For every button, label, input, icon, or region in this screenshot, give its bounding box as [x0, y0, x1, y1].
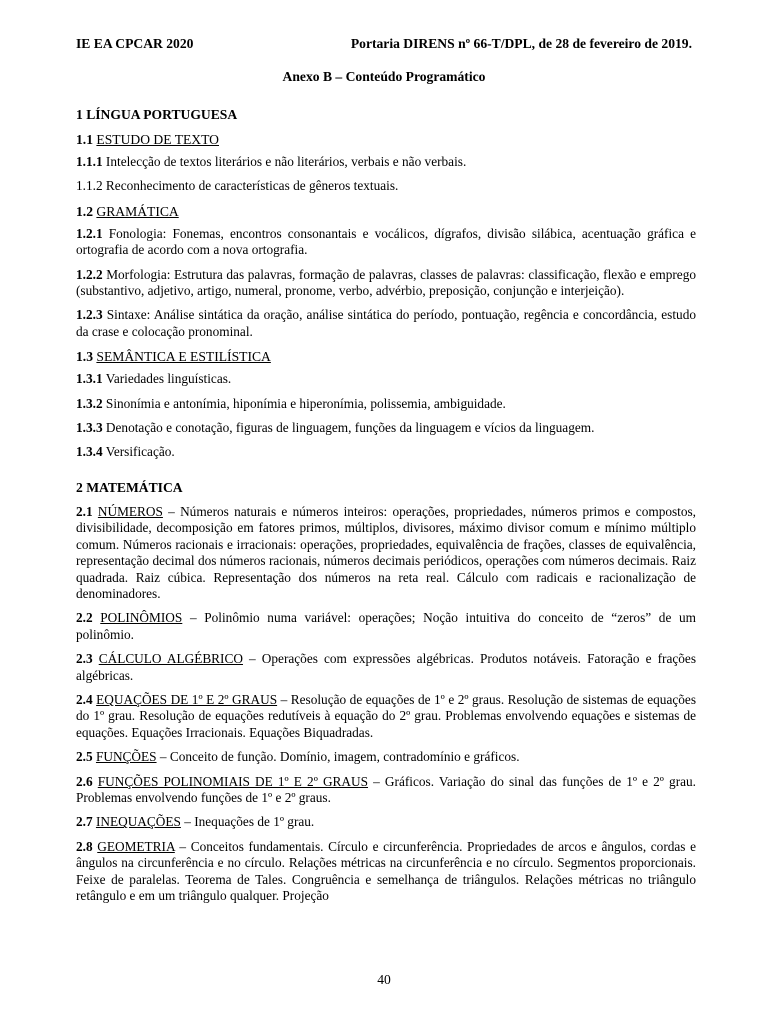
section-title: GRAMÁTICA [96, 203, 179, 219]
topic-number: 2.5 [76, 749, 93, 765]
item-text: Versificação. [105, 444, 175, 460]
topic-text: – Conceito de função. Domínio, imagem, contradomínio e gráficos. [156, 749, 520, 765]
item-number: 1.2.2 [76, 266, 103, 282]
topic-number: 2.8 [76, 838, 93, 854]
topic-2-6 [76, 774, 696, 807]
topic-title: EQUAÇÕES DE 1º E 2º GRAUS [96, 691, 278, 707]
section-number: 1.2 [76, 203, 93, 219]
item-number: 1.2.1 [76, 225, 103, 241]
topic-title: GEOMETRIA [97, 838, 175, 854]
topic-title: FUNÇÕES [95, 749, 157, 765]
topic-title: POLINÔMIOS [100, 610, 183, 626]
annex-title: Anexo B – Conteúdo Programático [282, 69, 486, 84]
item-number: 1.3.3 [76, 420, 103, 436]
item-1-3-4 [76, 444, 696, 460]
topic-text: – Operações com expressões algébricas. Produtos notáveis. Fatoração e frações algébricas. [76, 651, 696, 683]
section-number: 1.3 [76, 349, 93, 365]
item-1-3-2 [76, 396, 696, 412]
topic-number: 2.6 [76, 773, 93, 789]
topic-text: – Resolução de equações de 1º e 2º graus. Resolução de sistemas de equações do 1º grau. Resolução de equações redutíveis à equação do 2º grau. Problemas envolvendo equações e sistemas de equações. Equações Irracionais. Equações Biquadradas. [76, 691, 696, 740]
topic-number: 2.4 [76, 691, 93, 707]
page-header [76, 36, 692, 52]
item-number: 1.3.4 [76, 444, 103, 460]
item-1-3-3 [76, 420, 696, 436]
topic-title: INEQUAÇÕES [95, 814, 181, 830]
page-number: 40 [377, 972, 391, 987]
item-text: Morfologia: Estrutura das palavras, formação de palavras, classes de palavras: classificação, flexão e emprego (substantivo, adjetivo, artigo, numeral, pronome, verbo, advérbio, preposição, conjunção e interjeição). [76, 266, 697, 299]
section-title: ESTUDO DE TEXTO [96, 132, 219, 147]
document-body [76, 106, 696, 912]
topic-2-8 [76, 839, 696, 905]
topic-number: 2.2 [76, 610, 93, 626]
topic-text: – Inequações de 1º grau. [180, 814, 315, 830]
item-1-3-1 [76, 371, 696, 387]
header-left: IE EA CPCAR 2020 [76, 36, 194, 51]
topic-title: FUNÇÕES POLINOMIAIS DE 1º E 2º GRAUS [97, 773, 369, 789]
header-right: Portaria DIRENS nº 66-T/DPL, de 28 de fevereiro de 2019. [350, 36, 692, 51]
item-1-2-1 [76, 226, 696, 259]
item-number: 1.3.1 [76, 371, 103, 387]
section-1-3-heading [76, 348, 696, 366]
topic-text: – Polinômio numa variável: operações; Noção intuitiva do conceito de “zeros” de um polinômio. [76, 610, 696, 642]
item-1-2-2 [76, 267, 696, 300]
topic-text: – Números naturais e números inteiros: operações, propriedades, números primos e compostos, divisibilidade, decomposição em fatores primos, múltiplos, divisores, máximo divisor comum e mínimo múltiplo comum. Números racionais e irracionais: operações, propriedades, equivalência de frações, classes de equivalência, representação decimal dos números racionais, números decimais periódicos, operações com números decimais. Raiz quadrada. Raiz cúbica. Representação dos números na reta real. Cálculo com radicais e racionalização de denominadores. [76, 503, 697, 601]
section-1-2-heading [76, 203, 696, 221]
item-1-1-2: 1.1.2 Reconhecimento de características de gêneros textuais. [76, 178, 399, 194]
topic-2-3 [76, 651, 696, 684]
topic-2-4 [76, 692, 696, 741]
item-text: Fonologia: Fonemas, encontros consonantais e vocálicos, dígrafos, divisão silábica, acentuação gráfica e ortografia de acordo com a nova ortografia. [76, 225, 697, 258]
topic-2-1 [76, 504, 696, 602]
item-1-2-3 [76, 307, 696, 340]
item-text: Sinonímia e antonímia, hiponímia e hiperonímia, polissemia, ambiguidade. [105, 395, 506, 411]
item-text: Denotação e conotação, figuras de linguagem, funções da linguagem e vícios da linguagem. [105, 420, 595, 436]
topic-title: NÚMEROS [97, 503, 163, 519]
item-text: Variedades linguísticas. [105, 371, 232, 387]
topic-number: 2.7 [76, 814, 93, 830]
topic-2-2 [76, 610, 696, 643]
topic-2-5 [76, 749, 696, 765]
section-spacer [76, 469, 696, 479]
topic-number: 2.1 [76, 503, 93, 519]
topic-title: CÁLCULO ALGÉBRICO [98, 651, 243, 667]
item-text: Sintaxe: Análise sintática da oração, análise sintática do período, pontuação, regência e concordância, estudo da crase e colocação pronominal. [76, 307, 697, 339]
section-1-1-heading [76, 131, 696, 149]
topic-2-7 [76, 814, 696, 830]
topic-text: – Conceitos fundamentais. Círculo e circunferência. Propriedades de arcos e ângulos, cordas e ângulos na circunferência e no círculo. Relações métricas na circunferência e no círculo. Segmentos proporcionais. Feixe de paralelas. Teorema de Tales. Congruência e semelhança de triângulos. Relações métricas no triângulo retângulo e em um triângulo qualquer. Projeção [76, 838, 696, 903]
topic-number: 2.3 [76, 651, 93, 667]
section-number: 1.1 [76, 132, 93, 147]
item-1-1-1 [76, 154, 696, 170]
item-number: 1.1.1 [76, 154, 103, 169]
section-1-title: 1 LÍNGUA PORTUGUESA [76, 107, 238, 122]
item-number: 1.2.3 [76, 307, 103, 323]
section-2-title: 2 MATEMÁTICA [76, 479, 183, 495]
section-title: SEMÂNTICA E ESTILÍSTICA [96, 349, 271, 365]
item-text: Intelecção de textos literários e não literários, verbais e não verbais. [105, 154, 467, 169]
topic-text: – Gráficos. Variação do sinal das funções de 1º e 2º grau. Problemas envolvendo funções de 1º e 2º graus. [76, 773, 696, 805]
item-number: 1.3.2 [76, 395, 103, 411]
